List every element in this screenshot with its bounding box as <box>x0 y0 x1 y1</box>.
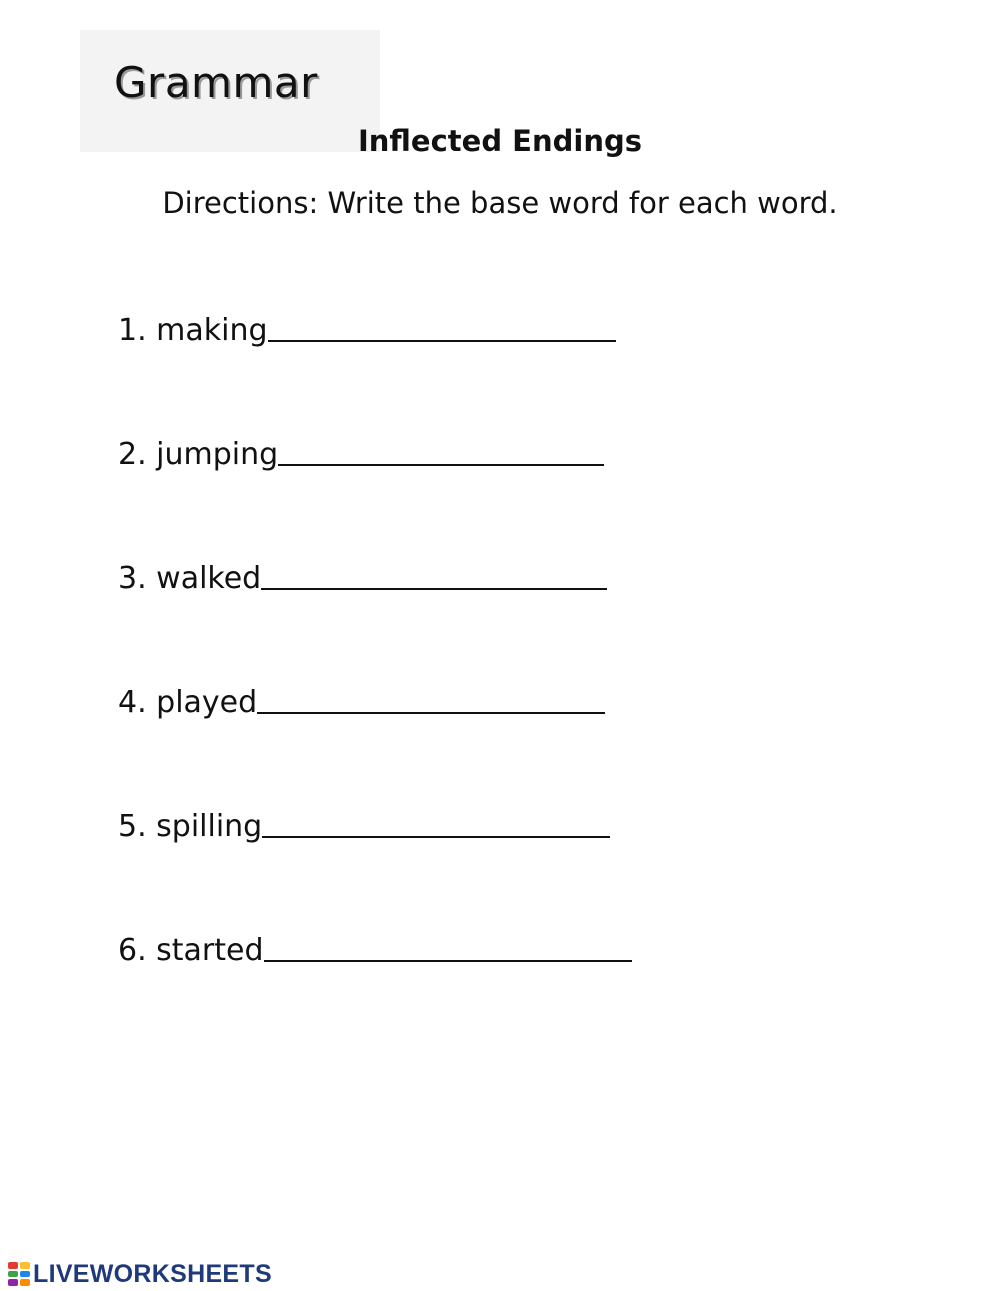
answer-blank[interactable] <box>268 338 616 342</box>
liveworksheets-logo-icon <box>8 1262 30 1286</box>
question-item-6 <box>118 928 632 968</box>
answer-blank[interactable] <box>257 710 605 714</box>
question-item-5 <box>118 804 610 844</box>
question-label: 1. making <box>118 313 268 348</box>
logo-square <box>20 1262 30 1269</box>
logo-text: LIVEWORKSHEETS <box>33 1259 272 1288</box>
answer-blank[interactable] <box>278 462 604 466</box>
question-label: 3. walked <box>118 561 262 596</box>
logo-square <box>8 1262 18 1269</box>
answer-blank[interactable] <box>264 958 632 962</box>
question-label: 5. spilling <box>118 809 263 844</box>
answer-blank[interactable] <box>261 586 607 590</box>
question-item-2 <box>118 432 604 472</box>
page-title: Grammar <box>114 58 318 107</box>
question-label: 6. started <box>118 933 264 968</box>
question-label: 4. played <box>118 685 258 720</box>
directions-text: Directions: Write the base word for each word. <box>162 186 838 220</box>
logo-square <box>8 1271 18 1278</box>
question-item-1 <box>118 308 616 348</box>
liveworksheets-logo[interactable] <box>8 1260 272 1288</box>
question-label: 2. jumping <box>118 437 279 472</box>
worksheet-subtitle: Inflected Endings <box>358 124 642 158</box>
logo-square <box>20 1279 30 1286</box>
answer-blank[interactable] <box>262 834 610 838</box>
logo-square <box>8 1279 18 1286</box>
question-item-3 <box>118 556 607 596</box>
logo-square <box>20 1271 30 1278</box>
question-item-4 <box>118 680 605 720</box>
